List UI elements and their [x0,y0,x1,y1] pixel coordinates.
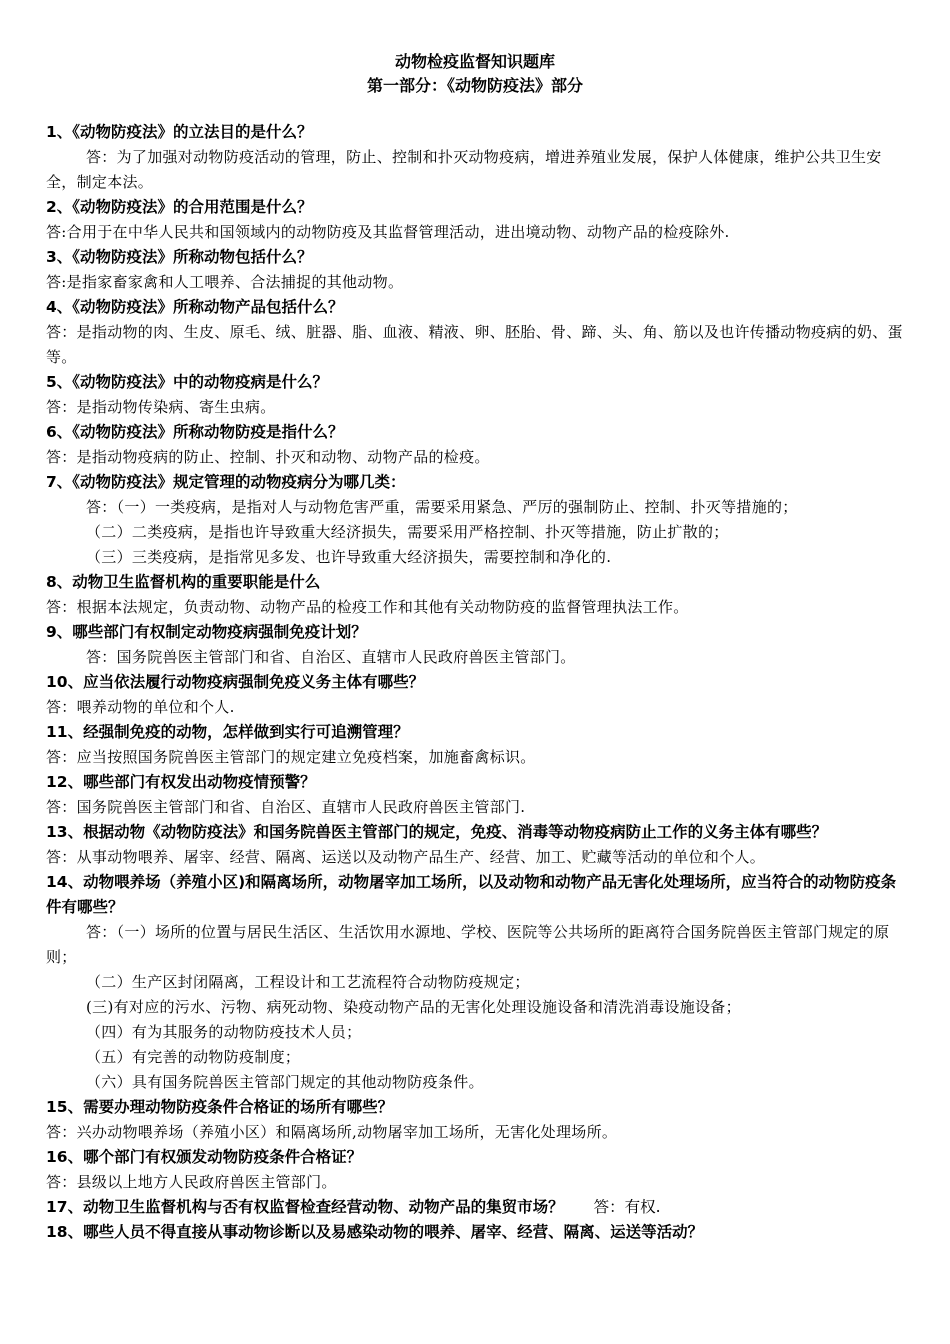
answer-14-item-2: （二）生产区封闭隔离，工程设计和工艺流程符合动物防疫规定； [86,973,530,991]
question-3: 3、《动物防疫法》所称动物包括什么？ [46,248,313,266]
answer-9: 答：国务院兽医主管部门和省、自治区、直辖市人民政府兽医主管部门。 [86,648,576,666]
answer-12: 答：国务院兽医主管部门和省、自治区、直辖市人民政府兽医主管部门. [46,798,526,816]
question-12: 12、哪些部门有权发出动物疫情预警？ [46,773,316,791]
question-17 [46,1195,904,1220]
document-subtitle: 第一部分：《动物防疫法》部分 [366,76,583,95]
answer-7: 答：（一）一类疫病，是指对人与动物危害严重，需要采用紧急、严厉的强制防止、控制、扑灭等措施的； [86,498,798,516]
question-17-text: 17、动物卫生监督机构与否有权监督检查经营动物、动物产品的集贸市场？ [46,1198,564,1216]
answer-7-part-2: （二）二类疫病，是指也许导致重大经济损失，需要采用严格控制、扑灭等措施，防止扩散的； [86,523,729,541]
question-5: 5、《动物防疫法》中的动物疫病是什么？ [46,373,329,391]
document-title: 动物检疫监督知识题库 [394,52,555,71]
answer-4: 答：是指动物的肉、生皮、原毛、绒、脏器、脂、血液、精液、卵、胚胎、骨、蹄、头、角、筋以及也许传播动物疫病的奶、蛋等。 [46,323,903,366]
answer-2: 答:合用于在中华人民共和国领域内的动物防疫及其监督管理活动，进出境动物、动物产品的检疫除外. [46,223,730,241]
question-10: 10、应当依法履行动物疫病强制免疫义务主体有哪些？ [46,673,425,691]
answer-14: 答：（一）场所的位置与居民生活区、生活饮用水源地、学校、医院等公共场所的距离符合国务院兽医主管部门规定的原则； [46,923,890,966]
answer-3: 答:是指家畜家禽和人工喂养、合法捕捉的其他动物。 [46,273,404,291]
question-16: 16、哪个部门有权颁发动物防疫条件合格证？ [46,1148,363,1166]
question-4: 4、《动物防疫法》所称动物产品包括什么？ [46,298,344,316]
question-18: 18、哪些人员不得直接从事动物诊断以及易感染动物的喂养、屠宰、经营、隔离、运送等活动？ [46,1223,704,1241]
answer-6: 答：是指动物疫病的防止、控制、扑灭和动物、动物产品的检疫。 [46,448,490,466]
answer-10: 答：喂养动物的单位和个人. [46,698,235,716]
answer-1: 答：为了加强对动物防疫活动的管理，防止、控制和扑灭动物疫病，增进养殖业发展，保护人体健康，维护公共卫生安全，制定本法。 [46,148,882,191]
question-8: 8、动物卫生监督机构的重要职能是什么 [46,573,321,591]
answer-7-part-3: （三）三类疫病，是指常见多发、也许导致重大经济损失，需要控制和净化的. [86,548,612,566]
question-15: 15、需要办理动物防疫条件合格证的场所有哪些？ [46,1098,394,1116]
answer-11: 答：应当按照国务院兽医主管部门的规定建立免疫档案，加施畜禽标识。 [46,748,536,766]
answer-14-item-4: （四）有为其服务的动物防疫技术人员； [86,1023,362,1041]
question-14: 14、动物喂养场（养殖小区)和隔离场所，动物屠宰加工场所，以及动物和动物产品无害化处理场所，应当符合的动物防疫条件有哪些？ [46,873,897,916]
answer-8: 答：根据本法规定，负责动物、动物产品的检疫工作和其他有关动物防疫的监督管理执法工作。 [46,598,689,616]
question-9: 9、哪些部门有权制定动物疫病强制免疫计划？ [46,623,367,641]
question-2: 2、《动物防疫法》的合用范围是什么？ [46,198,313,216]
question-7: 7、《动物防疫法》规定管理的动物疫病分为哪几类： [46,473,406,491]
answer-15: 答：兴办动物喂养场（养殖小区）和隔离场所,动物屠宰加工场所，无害化处理场所。 [46,1123,618,1141]
answer-17: 答：有权. [593,1198,661,1216]
question-13: 13、根据动物《动物防疫法》和国务院兽医主管部门的规定，免疫、消毒等动物疫病防止工作的义务主体有哪些？ [46,823,828,841]
answer-14-item-3: (三)有对应的污水、污物、病死动物、染疫动物产品的无害化处理设施设备和清洗消毒设施设备； [86,998,741,1016]
question-11: 11、经强制免疫的动物，怎样做到实行可追溯管理？ [46,723,409,741]
answer-14-item-5: （五）有完善的动物防疫制度； [86,1048,301,1066]
question-1: 1、《动物防疫法》的立法目的是什么？ [46,123,313,141]
answer-14-item-6: （六）具有国务院兽医主管部门规定的其他动物防疫条件。 [86,1073,484,1091]
question-6: 6、《动物防疫法》所称动物防疫是指什么？ [46,423,344,441]
answer-16: 答：县级以上地方人民政府兽医主管部门。 [46,1173,337,1191]
answer-5: 答：是指动物传染病、寄生虫病。 [46,398,276,416]
answer-13: 答：从事动物喂养、屠宰、经营、隔离、运送以及动物产品生产、经营、加工、贮藏等活动的单位和个人。 [46,848,766,866]
